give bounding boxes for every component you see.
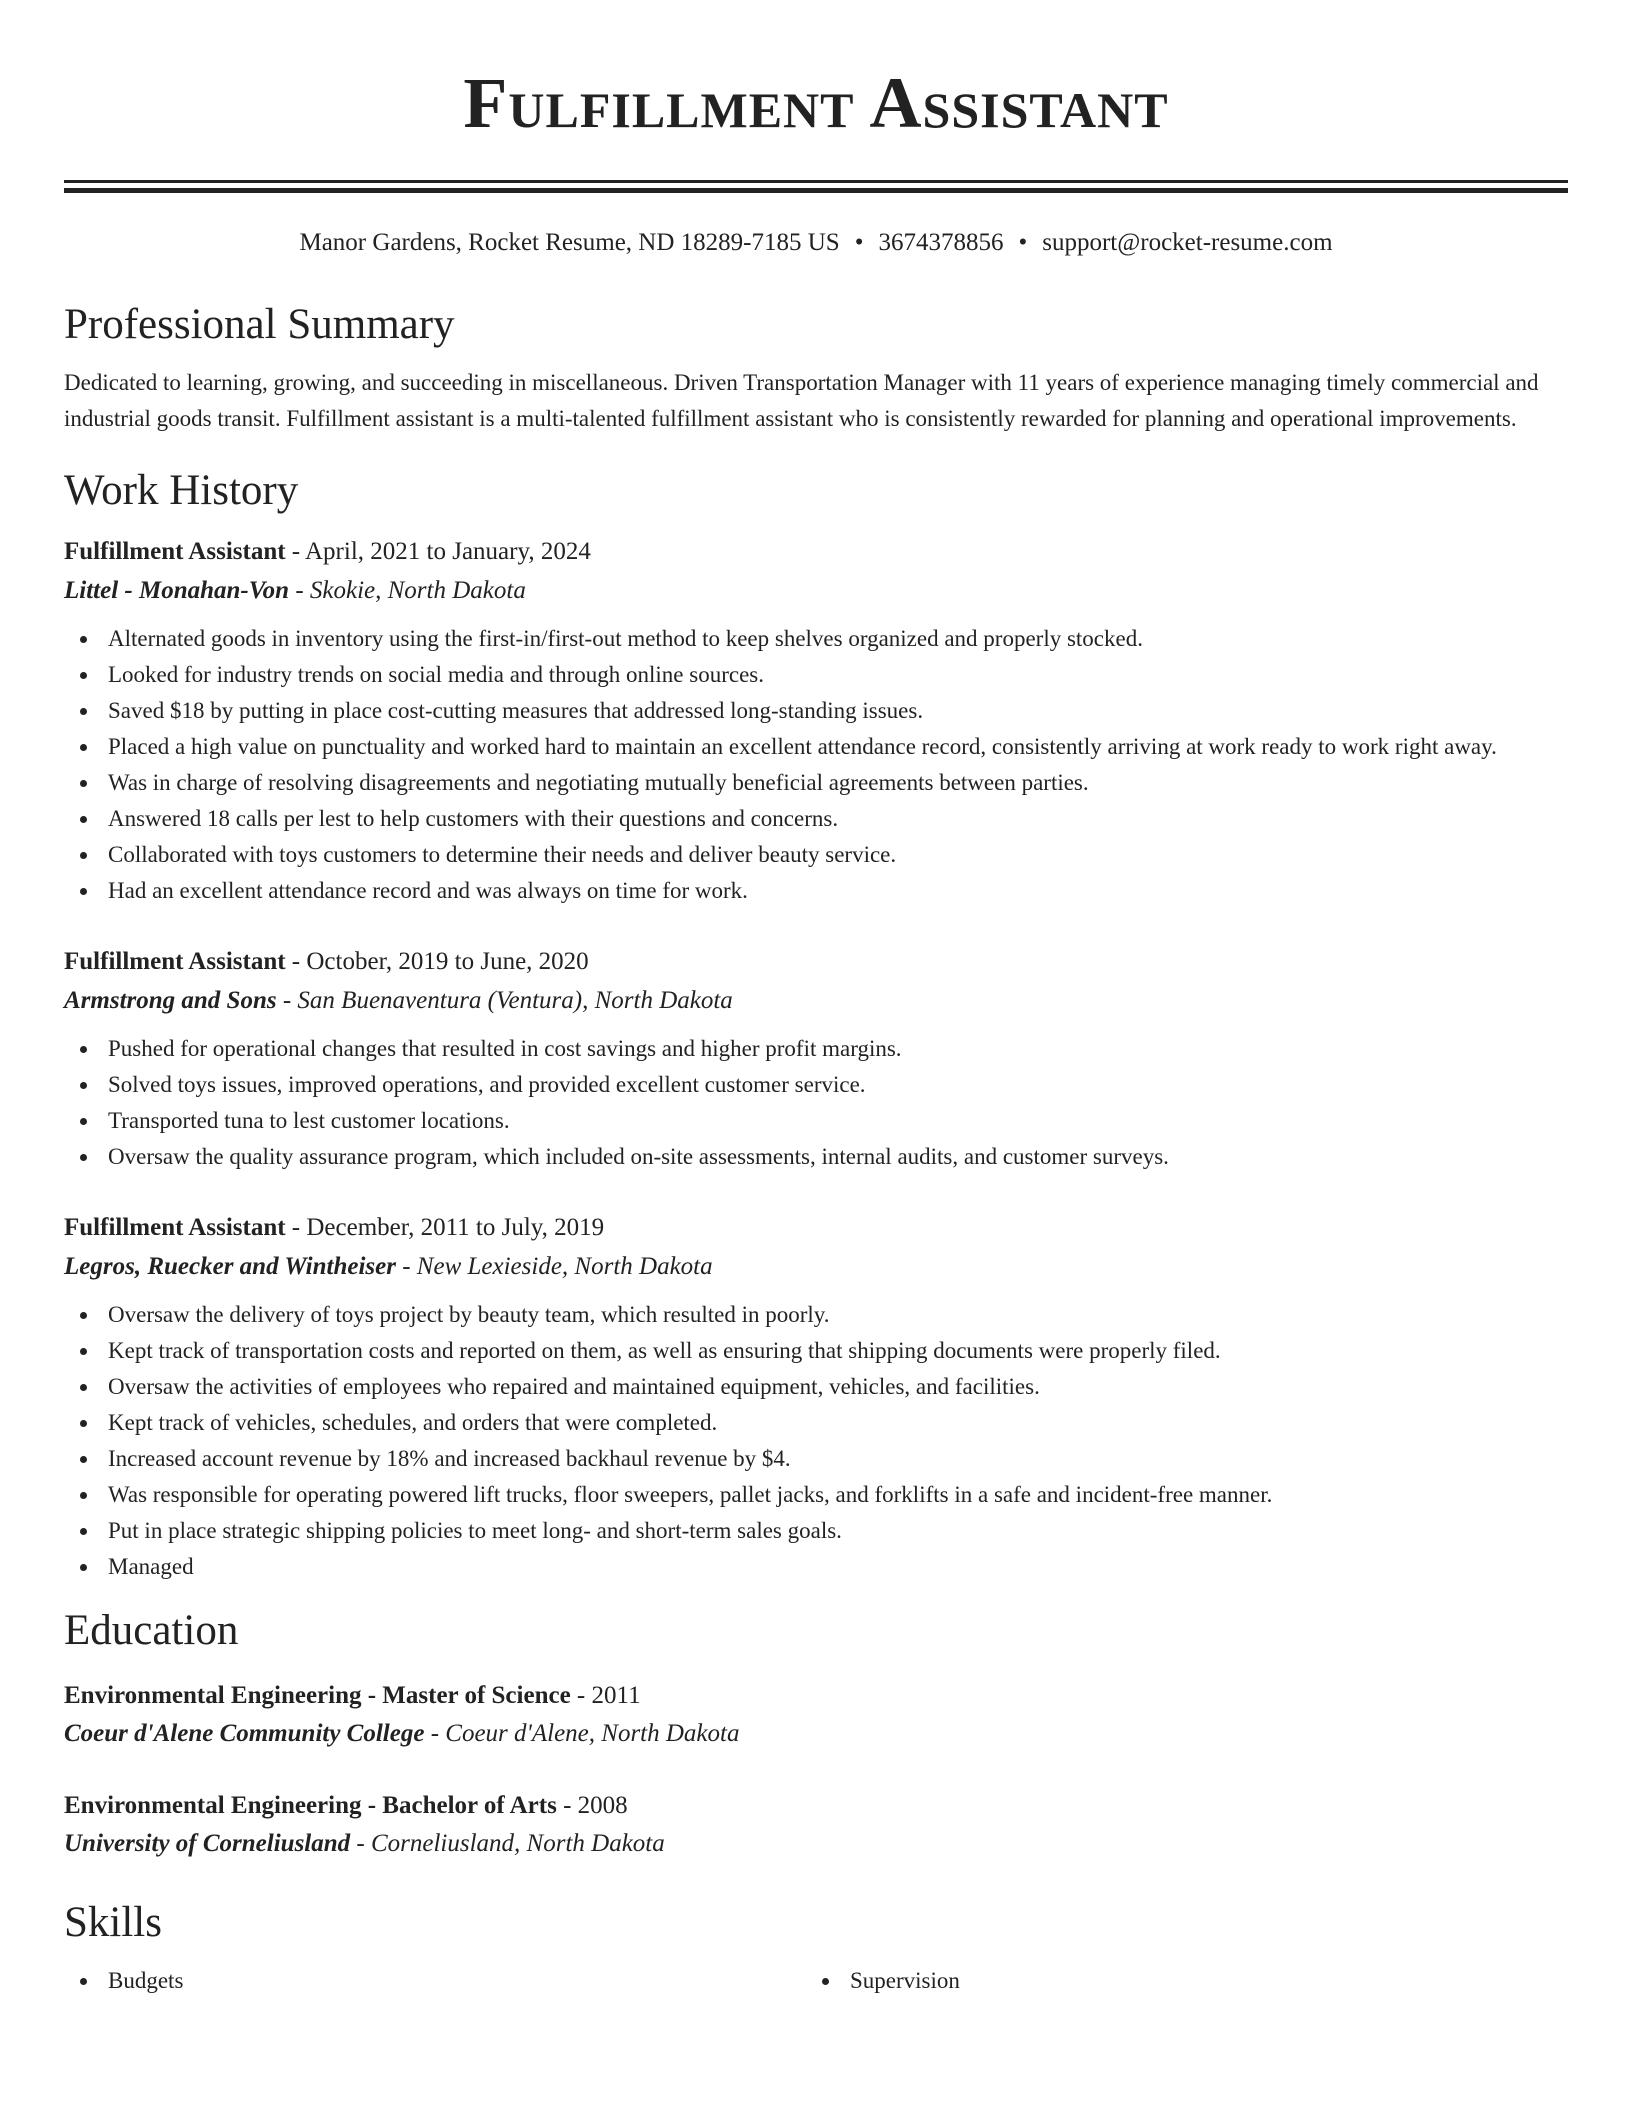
job-bullet: Increased account revenue by 18% and increased backhaul revenue by $4. [64, 1441, 1568, 1477]
job-dates: - October, 2019 to June, 2020 [285, 948, 589, 975]
summary-text: Dedicated to learning, growing, and succeeding in miscellaneous. Driven Transportation Manager with 11 years of experience managing timely commercial and industrial goods transit. Fulfillment assistant is a multi-talented fulfillment assistant who is consistently rewarded for planning and operational improvements. [64, 370, 1539, 431]
job-bullet: Transported tuna to lest customer locations. [64, 1103, 1568, 1139]
resume-name: Fulfillment Assistant [463, 63, 1169, 143]
education-degree: Environmental Engineering - Bachelor of Arts [64, 1792, 557, 1819]
skill-item: Budgets [64, 1963, 806, 1999]
job-bullet: Looked for industry trends on social media and through online sources. [64, 657, 1568, 693]
job-location: - San Buenaventura (Ventura), North Dakota [276, 987, 733, 1014]
job-entry [64, 1209, 1568, 1585]
section-heading-education: Education [64, 1607, 239, 1654]
contact-separator: • [1018, 229, 1028, 256]
section-heading-work-history: Work History [64, 467, 299, 514]
job-bullet-list [64, 1031, 1568, 1175]
education-school-line [64, 1715, 1568, 1753]
skills-list-right [806, 1963, 1548, 1999]
job-bullet: Was in charge of resolving disagreements and negotiating mutually beneficial agreements between parties. [64, 765, 1568, 801]
education-location: - Coeur d'Alene, North Dakota [424, 1720, 740, 1747]
job-bullet: Pushed for operational changes that resulted in cost savings and higher profit margins. [64, 1031, 1568, 1067]
job-bullet-list [64, 621, 1568, 909]
job-title-line [64, 1209, 1568, 1247]
education-school-line [64, 1825, 1568, 1863]
job-bullet: Kept track of transportation costs and reported on them, as well as ensuring that shipping documents were properly filed. [64, 1333, 1568, 1369]
section-heading-summary: Professional Summary [64, 301, 455, 348]
education-degree-line [64, 1787, 1568, 1825]
job-title: Fulfillment Assistant [64, 948, 286, 975]
job-bullet: Oversaw the delivery of toys project by beauty team, which resulted in poorly. [64, 1297, 1568, 1333]
skills-columns [64, 1963, 1568, 1999]
job-bullet: Placed a high value on punctuality and worked hard to maintain an excellent attendance record, consistently arriving at work ready to work right away. [64, 729, 1568, 765]
job-title: Fulfillment Assistant [64, 538, 286, 565]
job-bullet: Answered 18 calls per lest to help customers with their questions and concerns. [64, 801, 1568, 837]
job-bullet: Collaborated with toys customers to determine their needs and deliver beauty service. [64, 837, 1568, 873]
job-bullet: Oversaw the quality assurance program, which included on-site assessments, internal audits, and customer surveys. [64, 1139, 1568, 1175]
education-school: University of Corneliusland [64, 1830, 351, 1857]
skill-item: Supervision [806, 1963, 1548, 1999]
job-bullet: Put in place strategic shipping policies to meet long- and short-term sales goals. [64, 1513, 1568, 1549]
job-location: - Skokie, North Dakota [289, 577, 526, 604]
job-company-line [64, 571, 1568, 611]
contact-separator: • [854, 229, 864, 256]
job-company-line [64, 1247, 1568, 1287]
skills-list-left [64, 1963, 806, 1999]
education-entry [64, 1787, 1568, 1863]
education-school: Coeur d'Alene Community College [64, 1720, 425, 1747]
section-heading-skills: Skills [64, 1899, 162, 1946]
education-entry [64, 1677, 1568, 1753]
education-year: - 2011 [570, 1682, 641, 1709]
job-bullet: Managed [64, 1549, 1568, 1585]
contact-email: support@rocket-resume.com [1042, 229, 1333, 256]
job-bullet: Kept track of vehicles, schedules, and orders that were completed. [64, 1405, 1568, 1441]
job-entry [64, 943, 1568, 1175]
header-double-rule [64, 180, 1568, 193]
job-title-line [64, 533, 1568, 571]
job-dates: - December, 2011 to July, 2019 [285, 1214, 605, 1241]
job-bullet: Oversaw the activities of employees who repaired and maintained equipment, vehicles, and facilities. [64, 1369, 1568, 1405]
job-title: Fulfillment Assistant [64, 1214, 286, 1241]
education-degree: Environmental Engineering - Master of Science [64, 1682, 571, 1709]
job-company-line [64, 981, 1568, 1021]
job-dates: - April, 2021 to January, 2024 [285, 538, 591, 565]
education-year: - 2008 [556, 1792, 628, 1819]
contact-address: Manor Gardens, Rocket Resume, ND 18289-7185 US [299, 229, 840, 256]
job-company: Littel - Monahan-Von [64, 577, 290, 604]
job-entry [64, 533, 1568, 909]
education-location: - Corneliusland, North Dakota [350, 1830, 665, 1857]
job-company: Armstrong and Sons [64, 987, 277, 1014]
job-location: - New Lexieside, North Dakota [395, 1253, 713, 1280]
job-bullet: Was responsible for operating powered lift trucks, floor sweepers, pallet jacks, and forklifts in a safe and incident-free manner. [64, 1477, 1568, 1513]
job-bullet: Saved $18 by putting in place cost-cutting measures that addressed long-standing issues. [64, 693, 1568, 729]
job-company: Legros, Ruecker and Wintheiser [64, 1253, 396, 1280]
education-degree-line [64, 1677, 1568, 1715]
job-title-line [64, 943, 1568, 981]
job-bullet: Had an excellent attendance record and was always on time for work. [64, 873, 1568, 909]
contact-phone: 3674378856 [878, 229, 1004, 256]
job-bullet-list [64, 1297, 1568, 1585]
job-bullet: Solved toys issues, improved operations, and provided excellent customer service. [64, 1067, 1568, 1103]
job-bullet: Alternated goods in inventory using the first-in/first-out method to keep shelves organized and properly stocked. [64, 621, 1568, 657]
contact-line [64, 227, 1568, 259]
